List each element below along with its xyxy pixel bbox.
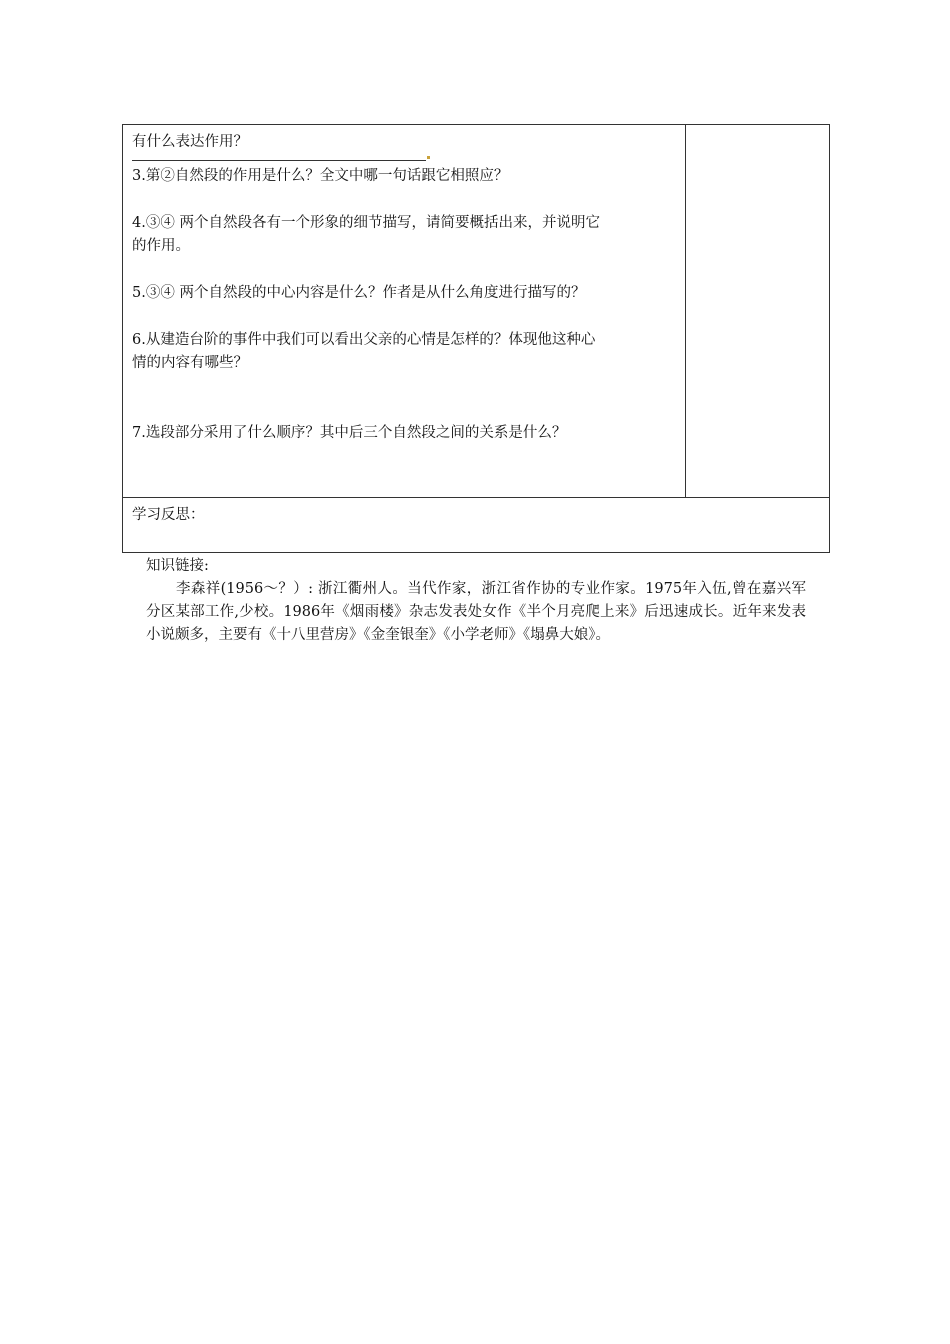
notes-column-cell bbox=[686, 125, 830, 498]
reflection-cell bbox=[123, 498, 830, 553]
questions-cell bbox=[123, 125, 686, 498]
question-2-continuation: 有什么表达作用？ bbox=[132, 134, 248, 150]
question-7: 7.选段部分采用了什么顺序？其中后三个自然段之间的关系是什么？ bbox=[132, 425, 567, 441]
worksheet bbox=[122, 124, 828, 553]
knowledge-link-section bbox=[146, 555, 806, 647]
question-6-line-1: 6.从建造台阶的事件中我们可以看出父亲的心情是怎样的？体现他这种心 bbox=[132, 332, 596, 348]
reflection-label: 学习反思： bbox=[132, 507, 205, 523]
question-6-line-2: 情的内容有哪些？ bbox=[132, 355, 248, 371]
question-table bbox=[122, 124, 830, 553]
question-4-line-1: 4.③④ 两个自然段各有一个形象的细节描写，请简要概括出来，并说明它 bbox=[132, 215, 600, 231]
question-5: 5.③④ 两个自然段的中心内容是什么？作者是从什么角度进行描写的？ bbox=[132, 285, 586, 301]
mark-dot bbox=[427, 156, 430, 159]
answer-blank-line bbox=[132, 160, 426, 161]
knowledge-link-heading: 知识链接: bbox=[146, 558, 209, 574]
question-3: 3.第②自然段的作用是什么？全文中哪一句话跟它相照应？ bbox=[132, 168, 509, 184]
question-4-line-2: 的作用。 bbox=[132, 238, 190, 254]
author-bio-paragraph: 李森祥(1956～？）: 浙江衢州人。当代作家，浙江省作协的专业作家。1975年入伍,曾在嘉兴军分区某部工作,少校。1986年《烟雨楼》杂志发表处女作《半个月亮爬上来》后迅速成长。近年来发表小说颇多，主要有《十八里营房》《金奎银奎》《小学老师》《塌鼻大娘》。 bbox=[146, 581, 806, 643]
